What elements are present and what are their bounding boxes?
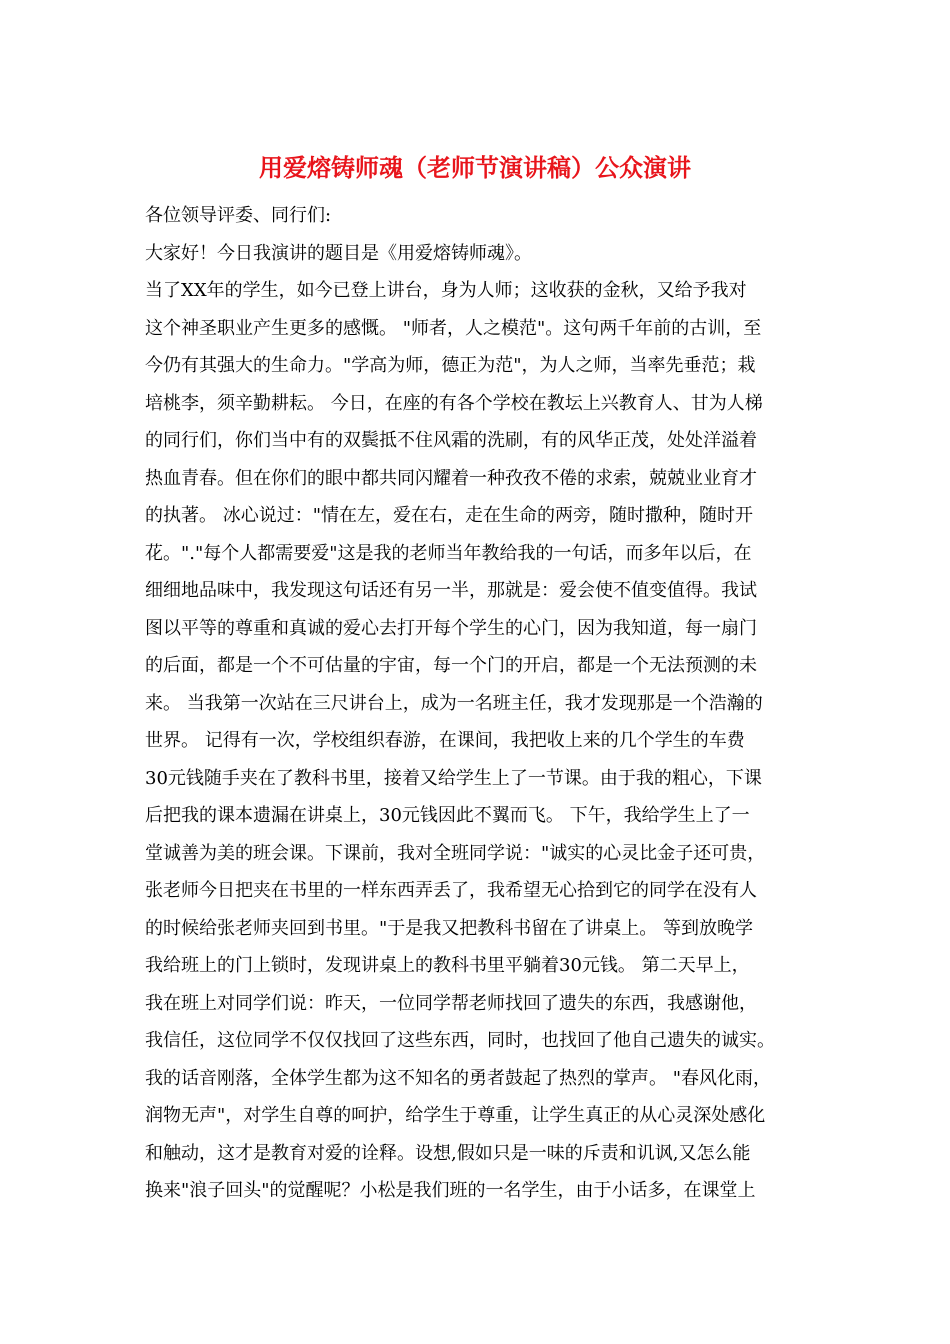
body-line: 世界。 记得有一次，学校组织春游，在课间，我把收上来的几个学生的车费 bbox=[145, 730, 745, 751]
body-line: 我的话音刚落，全体学生都为这不知名的勇者鼓起了热烈的掌声。 "春风化雨， bbox=[145, 1067, 771, 1089]
body-line: 堂诚善为美的班会课。下课前，我对全班同学说："诚实的心灵比金子还可贵， bbox=[145, 842, 766, 864]
body-line: 各位领导评委、同行们: bbox=[145, 205, 332, 226]
body-line: 的执著。 冰心说过："情在左，爱在右，走在生命的两旁，随时撒种，随时开 bbox=[145, 505, 753, 526]
body-line: 的后面，都是一个不可估量的宇宙，每一个门的开启，都是一个无法预测的未 bbox=[145, 655, 757, 676]
document-body bbox=[145, 197, 815, 1210]
body-line: 润物无声"，对学生自尊的呵护，给学生于尊重，让学生真正的从心灵深处感化 bbox=[145, 1105, 766, 1126]
body-line: 当了XX年的学生，如今已登上讲台，身为人师；这收获的金秋，又给予我对 bbox=[145, 280, 747, 301]
body-line: 来。 当我第一次站在三尺讲台上，成为一名班主任，我才发现那是一个浩瀚的 bbox=[145, 692, 763, 714]
body-line: 的时候给张老师夹回到书里。"于是我又把教科书留在了讲桌上。 等到放晚学 bbox=[145, 917, 753, 939]
document-title: 用爱熔铸师魂（老师节演讲稿）公众演讲 bbox=[259, 153, 691, 182]
body-line: 的同行们，你们当中有的双鬓抵不住风霜的洗刷，有的风华正茂，处处洋溢着 bbox=[145, 430, 757, 451]
body-line: 今仍有其强大的生命力。"学高为师，德正为范"，为人之师，当率先垂范；栽 bbox=[145, 355, 756, 376]
body-line: 和触动，这才是教育对爱的诠释。设想,假如只是一味的斥责和讥讽,又怎么能 bbox=[145, 1142, 751, 1164]
body-line: 大家好！今日我演讲的题目是《用爱熔铸师魂》。 bbox=[145, 242, 532, 264]
body-line: 我在班上对同学们说：昨天，一位同学帮老师找回了遗失的东西，我感谢他， bbox=[145, 992, 757, 1014]
body-line: 我给班上的门上锁时，发现讲桌上的教科书里平躺着30元钱。 第二天早上， bbox=[145, 955, 750, 976]
body-line: 细细地品味中，我发现这句话还有另一半，那就是：爱会使不值变值得。我试 bbox=[145, 580, 757, 601]
body-line: 花。"."每个人都需要爱"这是我的老师当年教给我的一句话，而多年以后，在 bbox=[145, 542, 752, 564]
body-line: 培桃李，须辛勤耕耘。 今日，在座的有各个学校在教坛上兴教育人、甘为人梯 bbox=[145, 392, 763, 414]
body-line: 图以平等的尊重和真诚的爱心去打开每个学生的心门，因为我知道，每一扇门 bbox=[145, 617, 757, 639]
body-line: 换来"浪子回头"的觉醒呢？小松是我们班的一名学生，由于小话多，在课堂上 bbox=[145, 1180, 756, 1201]
body-line: 热血青春。但在你们的眼中都共同闪耀着一种孜孜不倦的求索，兢兢业业育才 bbox=[145, 467, 757, 489]
body-line: 张老师今日把夹在书里的一样东西弄丢了，我希望无心拾到它的同学在没有人 bbox=[145, 880, 757, 901]
body-line: 我信任，这位同学不仅仅找回了这些东西，同时，也找回了他自己遗失的诚实。 bbox=[145, 1030, 775, 1051]
body-line: 这个神圣职业产生更多的感慨。 "师者，人之模范"。这句两千年前的古训，至 bbox=[145, 317, 762, 339]
body-line: 30元钱随手夹在了教科书里，接着又给学生上了一节课。由于我的粗心，下课 bbox=[145, 767, 762, 789]
body-line: 后把我的课本遗漏在讲桌上，30元钱因此不翼而飞。 下午，我给学生上了一 bbox=[145, 805, 750, 826]
